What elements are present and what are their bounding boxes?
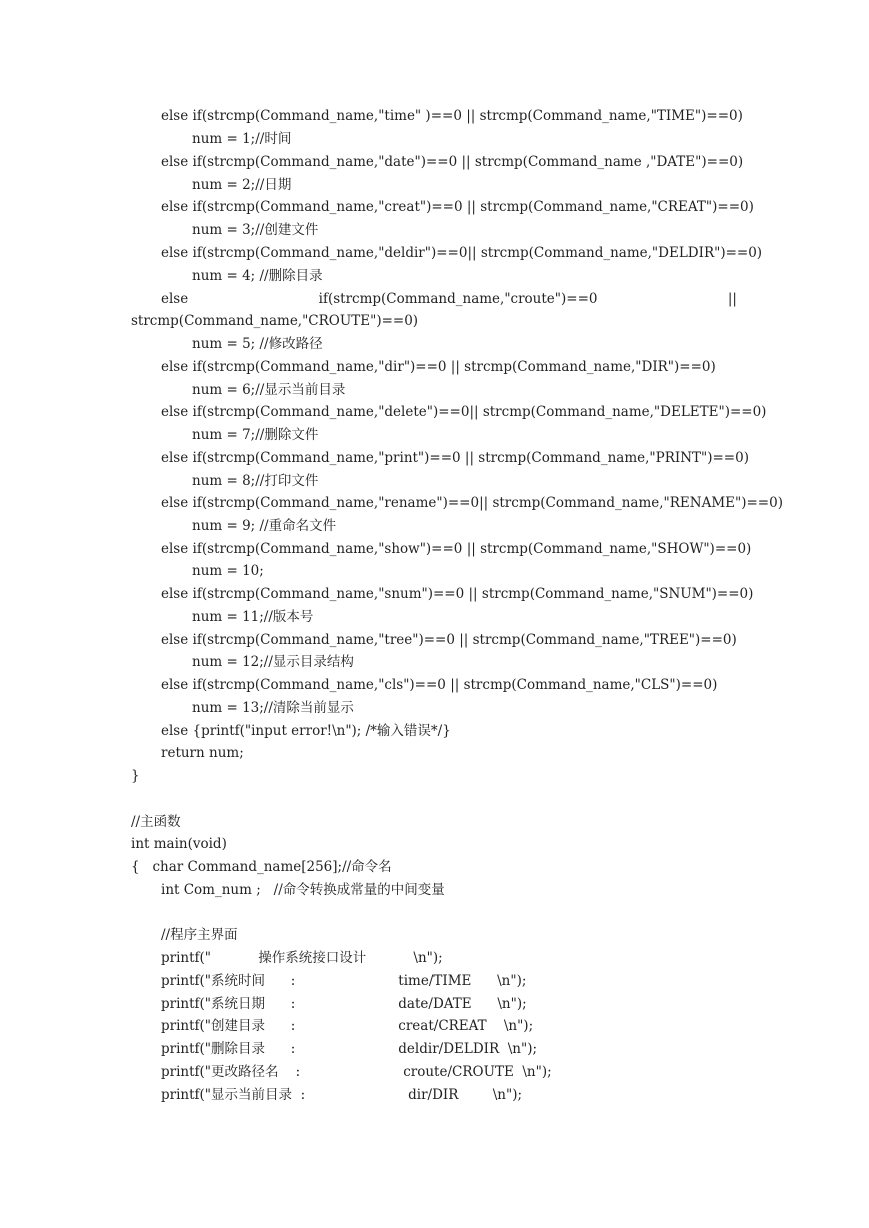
code-line: num = 12;//显示目录结构 bbox=[192, 654, 354, 670]
code-line: else {printf("input error!\n"); /*输入错误*/} bbox=[161, 723, 451, 739]
code-token: else bbox=[161, 291, 189, 307]
code-line: num = 13;//清除当前显示 bbox=[192, 700, 354, 716]
code-line: num = 6;//显示当前目录 bbox=[192, 382, 346, 398]
code-token: || bbox=[727, 291, 737, 307]
code-line: else if(strcmp(Command_name,"date")==0 || strcmp(Command_name ,"DATE")==0) bbox=[161, 154, 744, 170]
code-line: strcmp(Command_name,"CROUTE")==0) bbox=[131, 313, 419, 329]
code-line: printf("创建目录 : creat/CREAT \n"); bbox=[161, 1018, 534, 1034]
code-line: num = 11;//版本号 bbox=[192, 609, 314, 625]
code-line: int main(void) bbox=[131, 836, 227, 852]
code-line: else if(strcmp(Command_name,"deldir")==0|| strcmp(Command_name,"DELDIR")==0) bbox=[161, 245, 763, 261]
code-line: printf("系统日期 : date/DATE \n"); bbox=[161, 996, 527, 1012]
code-line: else if(strcmp(Command_name,"time" )==0 || strcmp(Command_name,"TIME")==0) bbox=[161, 108, 743, 124]
code-line: { char Command_name[256];//命令名 bbox=[131, 859, 392, 875]
code-line: else if(strcmp(Command_name,"creat")==0 || strcmp(Command_name,"CREAT")==0) bbox=[161, 199, 754, 215]
code-line-justified bbox=[161, 289, 737, 309]
code-line: else if(strcmp(Command_name,"print")==0 || strcmp(Command_name,"PRINT")==0) bbox=[161, 450, 749, 466]
code-line: num = 1;//时间 bbox=[192, 131, 292, 147]
code-line: else if(strcmp(Command_name,"delete")==0|| strcmp(Command_name,"DELETE")==0) bbox=[161, 404, 767, 420]
code-line: return num; bbox=[161, 745, 244, 761]
code-line: num = 3;//创建文件 bbox=[192, 222, 319, 238]
code-line: num = 4; //删除目录 bbox=[192, 268, 323, 284]
code-line: num = 2;//日期 bbox=[192, 177, 292, 193]
code-line: int Com_num ; //命令转换成常量的中间变量 bbox=[161, 882, 445, 898]
code-token: if(strcmp(Command_name,"croute")==0 bbox=[318, 291, 598, 307]
code-line: else if(strcmp(Command_name,"dir")==0 || strcmp(Command_name,"DIR")==0) bbox=[161, 359, 716, 375]
code-line: else if(strcmp(Command_name,"show")==0 || strcmp(Command_name,"SHOW")==0) bbox=[161, 541, 752, 557]
code-line: else if(strcmp(Command_name,"cls")==0 || strcmp(Command_name,"CLS")==0) bbox=[161, 677, 718, 693]
code-line: } bbox=[131, 768, 140, 784]
code-line: else if(strcmp(Command_name,"snum")==0 || strcmp(Command_name,"SNUM")==0) bbox=[161, 586, 754, 602]
code-line: printf("更改路径名 : croute/CROUTE \n"); bbox=[161, 1064, 552, 1080]
code-line: num = 8;//打印文件 bbox=[192, 473, 319, 489]
code-line: num = 5; //修改路径 bbox=[192, 336, 323, 352]
code-line: printf("系统时间 : time/TIME \n"); bbox=[161, 973, 527, 989]
code-line: printf("删除目录 : deldir/DELDIR \n"); bbox=[161, 1041, 538, 1057]
code-line: num = 7;//删除文件 bbox=[192, 427, 319, 443]
code-line: else if(strcmp(Command_name,"tree")==0 || strcmp(Command_name,"TREE")==0) bbox=[161, 632, 737, 648]
code-line: //程序主界面 bbox=[161, 927, 238, 943]
code-line: printf(" 操作系统接口设计 \n"); bbox=[161, 950, 443, 966]
code-line: num = 10; bbox=[192, 563, 264, 579]
code-line: //主函数 bbox=[131, 814, 181, 830]
code-line: printf("显示当前目录 : dir/DIR \n"); bbox=[161, 1087, 523, 1103]
code-line: num = 9; //重命名文件 bbox=[192, 518, 337, 534]
code-line: else if(strcmp(Command_name,"rename")==0|| strcmp(Command_name,"RENAME")==0) bbox=[161, 495, 783, 511]
